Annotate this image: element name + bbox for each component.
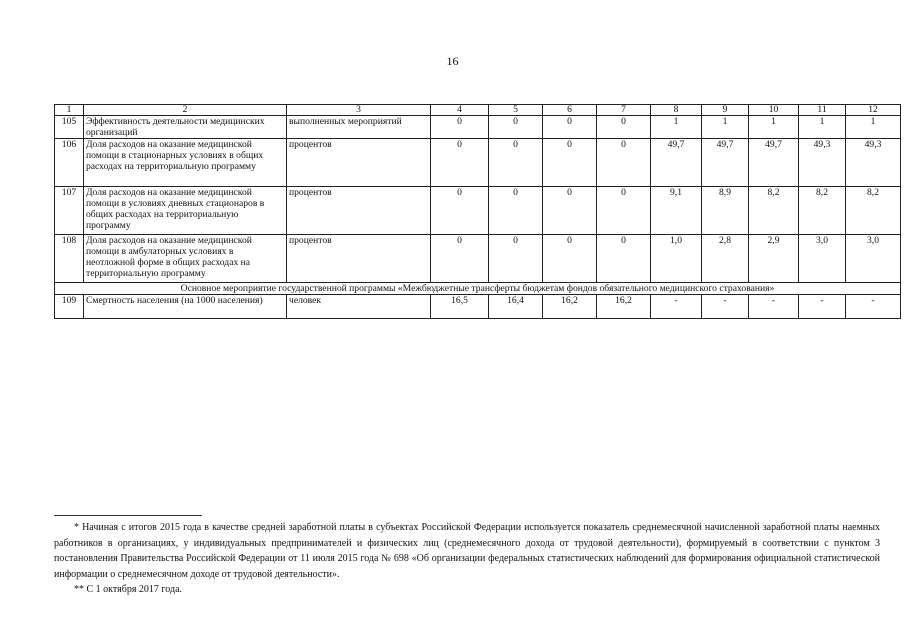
value-cell: -	[702, 295, 749, 319]
header-cell: 11	[799, 105, 846, 116]
value-cell: 8,2	[749, 187, 799, 235]
value-cell: 0	[431, 116, 489, 139]
value-cell: 0	[543, 139, 597, 187]
value-cell: 0	[597, 187, 651, 235]
row-number: 106	[55, 139, 84, 187]
value-cell: 49,3	[846, 139, 901, 187]
value-cell: 16,2	[597, 295, 651, 319]
table-row	[55, 139, 901, 187]
unit-cell: процентов	[287, 235, 431, 283]
value-cell: 0	[597, 116, 651, 139]
value-cell: 1	[651, 116, 702, 139]
header-cell: 4	[431, 105, 489, 116]
value-cell: 2,9	[749, 235, 799, 283]
value-cell: 1	[846, 116, 901, 139]
indicator-name: Эффективность деятельности медицинских организаций	[84, 116, 287, 139]
table-row	[55, 116, 901, 139]
section-title: Основное мероприятие государственной программы «Межбюджетные трансферты бюджетам фондов обязательного медицинского страхования»	[55, 283, 901, 295]
header-cell: 10	[749, 105, 799, 116]
table-row	[55, 235, 901, 283]
value-cell: 8,2	[846, 187, 901, 235]
value-cell: 16,4	[489, 295, 543, 319]
value-cell: 0	[489, 187, 543, 235]
value-cell: 9,1	[651, 187, 702, 235]
value-cell: 1	[799, 116, 846, 139]
header-cell: 2	[84, 105, 287, 116]
value-cell: 2,8	[702, 235, 749, 283]
unit-cell: процентов	[287, 139, 431, 187]
value-cell: -	[651, 295, 702, 319]
footnote-2: ** С 1 октября 2017 года.	[74, 584, 183, 595]
value-cell: 3,0	[799, 235, 846, 283]
row-number: 108	[55, 235, 84, 283]
value-cell: -	[799, 295, 846, 319]
value-cell: 1	[702, 116, 749, 139]
footnotes	[54, 520, 880, 598]
table-header-row	[55, 105, 901, 116]
unit-cell: выполненных мероприятий	[287, 116, 431, 139]
value-cell: 0	[489, 116, 543, 139]
value-cell: 0	[431, 235, 489, 283]
row-number: 109	[55, 295, 84, 319]
footnote-separator	[54, 515, 202, 516]
indicator-name: Доля расходов на оказание медицинской помощи в амбулаторных условиях в неотложной форме в общих расходах на территориальную программу	[84, 235, 287, 283]
indicator-name: Смертность населения (на 1000 населения)	[84, 295, 287, 319]
indicator-name: Доля расходов на оказание медицинской помощи в стационарных условиях в общих расходах на территориальную программу	[84, 139, 287, 187]
value-cell: 1,0	[651, 235, 702, 283]
header-cell: 12	[846, 105, 901, 116]
header-cell: 9	[702, 105, 749, 116]
value-cell: 49,7	[749, 139, 799, 187]
table-row	[55, 187, 901, 235]
value-cell: 49,7	[702, 139, 749, 187]
indicators-table	[54, 104, 901, 319]
value-cell: -	[749, 295, 799, 319]
page-number: 16	[446, 54, 459, 68]
header-cell: 8	[651, 105, 702, 116]
value-cell: 0	[431, 187, 489, 235]
unit-cell: процентов	[287, 187, 431, 235]
value-cell: 1	[749, 116, 799, 139]
value-cell: -	[846, 295, 901, 319]
table-row	[55, 295, 901, 319]
footnote-1: * Начиная с итогов 2015 года в качестве средней заработной платы в субъектах Российской Федерации используется показатель среднемесячной начисленной заработной платы наемных работников в организациях, у индивидуальных предпринимателей и физических лиц (среднемесячного дохода от трудовой деятельности), формируемый в соответствии с пунктом 3 постановления Правительства Российской Федерации от 11 июля 2015 года № 698 «Об организации федеральных статистических наблюдений для формирования официальной статистической информации о среднемесячном доходе от трудовой деятельности».	[54, 522, 880, 580]
row-number: 105	[55, 116, 84, 139]
value-cell: 0	[597, 139, 651, 187]
value-cell: 16,2	[543, 295, 597, 319]
header-cell: 5	[489, 105, 543, 116]
value-cell: 16,5	[431, 295, 489, 319]
header-cell: 3	[287, 105, 431, 116]
value-cell: 0	[597, 235, 651, 283]
header-cell: 6	[543, 105, 597, 116]
value-cell: 0	[543, 235, 597, 283]
value-cell: 0	[489, 139, 543, 187]
value-cell: 49,7	[651, 139, 702, 187]
value-cell: 0	[489, 235, 543, 283]
value-cell: 0	[431, 139, 489, 187]
value-cell: 3,0	[846, 235, 901, 283]
unit-cell: человек	[287, 295, 431, 319]
section-row	[55, 283, 901, 295]
header-cell: 7	[597, 105, 651, 116]
value-cell: 0	[543, 116, 597, 139]
value-cell: 8,9	[702, 187, 749, 235]
header-cell: 1	[55, 105, 84, 116]
indicator-name: Доля расходов на оказание медицинской помощи в условиях дневных стационаров в общих расходах на территориальную программу	[84, 187, 287, 235]
value-cell: 0	[543, 187, 597, 235]
row-number: 107	[55, 187, 84, 235]
value-cell: 8,2	[799, 187, 846, 235]
value-cell: 49,3	[799, 139, 846, 187]
